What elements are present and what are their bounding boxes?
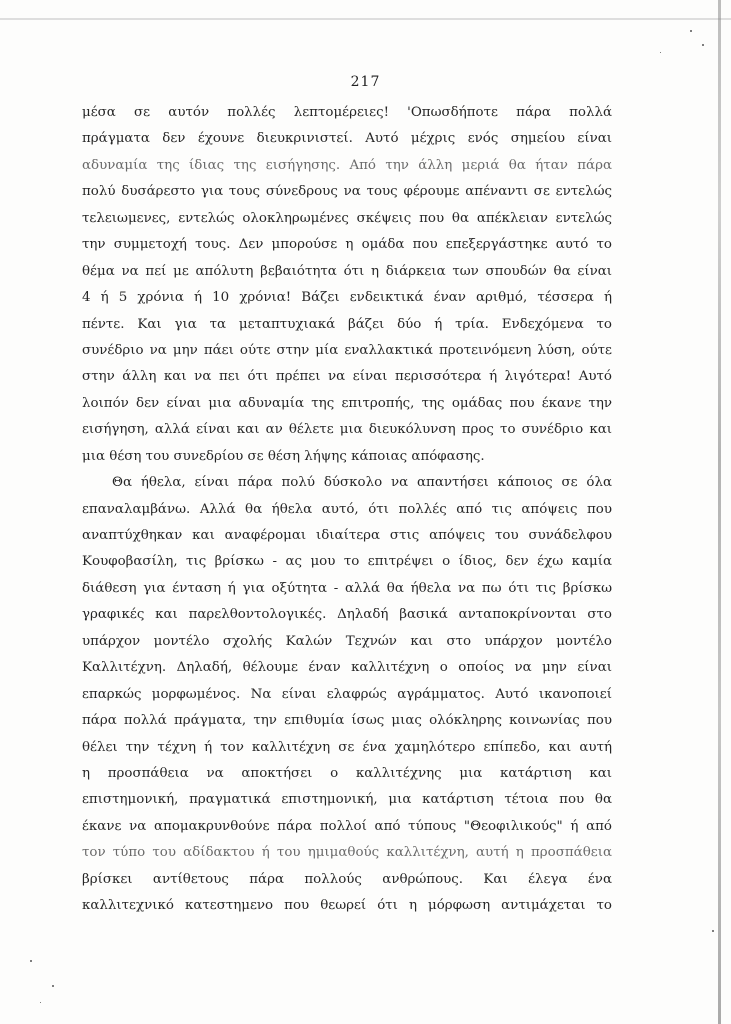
- text-line: Καλλιτέχνη. Δηλαδή, θέλουμε έναν καλλιτέχνη ο οποίος να μην είναι: [82, 660, 612, 676]
- scan-speck: [52, 985, 54, 987]
- text-line: συνέδριο να μην πάει ούτε στην μία εναλλακτικά προτεινόμενη λύση, ούτε: [82, 342, 612, 358]
- text-line: θέλει την τέχνη ή τον καλλιτέχνη σε ένα χαμηλότερο επίπεδο, και αυτή: [82, 739, 612, 755]
- text-line: εισήγηση, αλλά είναι και αν θέλετε μια διευκόλυνση προς το συνέδριο και: [82, 422, 612, 438]
- text-line: επαναλαμβάνω. Αλλά θα ήθελα αυτό, ότι πολλές από τις απόψεις που: [82, 501, 612, 517]
- text-line: μέσα σε αυτόν πολλές λεπτομέρειες! 'Οπωσδήποτε πάρα πολλά: [82, 105, 612, 120]
- text-line: μια θέση του συνεδρίου σε θέση λήψης κάποιας απόφασης.: [82, 448, 485, 464]
- text-line: πάρα πολλά πράγματα, την επιθυμία ίσως μιας ολόκληρης κοινωνίας που: [82, 713, 612, 729]
- scan-edge-top: [0, 18, 731, 20]
- text-line: πράγματα δεν έχουνε διευκρινιστεί. Αυτό μέχρις ενός σημείου είναι: [82, 131, 612, 147]
- scan-speck: [690, 30, 692, 32]
- text-line: επιστημονική, πραγματικά επιστημονική, μια κατάρτιση τέτοια που θα: [82, 792, 612, 808]
- text-line: την συμμετοχή τους. Δεν μπορούσε η ομάδα που επεξεργάστηκε αυτό το: [82, 237, 612, 253]
- text-line: βρίσκει αντίθετους πάρα πολλούς ανθρώπους. Και έλεγα ένα: [82, 871, 612, 887]
- text-line: επαρκώς μορφωμένος. Να είναι ελαφρώς αγράμματος. Αυτό ικανοποιεί: [82, 686, 612, 702]
- text-line: τελειωμενες, εντελώς ολοκληρωμένες σκέψεις που θα απέκλειαν εντελώς: [82, 210, 612, 226]
- text-line: Κουφοβασίλη, τις βρίσκω - ας μου το επιτρέψει ο ίδιος, δεν έχω καμία: [82, 554, 612, 570]
- text-line: πολύ δυσάρεστο για τους σύνεδρους να τους φέρουμε απέναντι σε εντελώς: [82, 184, 612, 200]
- scan-speck: [660, 52, 661, 53]
- text-line: καλλιτεχνικό κατεστημενο που θεωρεί ότι η μόρφωση αντιμάχεται το: [82, 898, 612, 914]
- text-line: διάθεση για ένταση ή για οξύτητα - αλλά θα ήθελα να πω ότι τις βρίσκω: [82, 580, 612, 596]
- text-line: έκανε να απομακρυνθούνε πάρα πολλοί από τύπους "Θεοφιλικούς" ή από: [82, 818, 612, 834]
- text-line: λοιπόν δεν είναι μια αδυναμία της επιτροπής, της ομάδας που έκανε την: [82, 395, 612, 411]
- scan-speck: [702, 44, 704, 46]
- body-text: [82, 100, 612, 920]
- text-line: υπάρχον μοντέλο σχολής Καλών Τεχνών και στο υπάρχον μοντέλο: [82, 633, 612, 649]
- text-line: τον τύπο του αδίδακτου ή του ημιμαθούς καλλιτέχνη, αυτή η προσπάθεια: [82, 845, 612, 861]
- text-line: 4 ή 5 χρόνια ή 10 χρόνια! Βάζει ενδεικτικά έναν αριθμό, τέσσερα ή: [82, 290, 612, 306]
- text-line: αδυναμία της ίδιας της εισήγησης. Από την άλλη μεριά θα ήταν πάρα: [82, 157, 612, 173]
- scan-speck: [712, 930, 714, 932]
- scan-speck: [30, 960, 32, 962]
- text-line: πέντε. Και για τα μεταπτυχιακά βάζει δύο ή τρία. Ενδεχόμενα το: [82, 316, 612, 332]
- text-line: αναπτύχθηκαν και αναφέρομαι ιδιαίτερα στις απόψεις του συνάδελφου: [82, 528, 612, 543]
- text-line: Θα ήθελα, είναι πάρα πολύ δύσκολο να απαντήσει κάποιος σε όλα: [112, 475, 612, 491]
- text-line: η προσπάθεια να αποκτήσει ο καλλιτέχνης μια κατάρτιση και: [82, 765, 612, 781]
- text-line: γραφικές και παρελθοντολογικές. Δηλαδή βασικά ανταποκρίνονται στο: [82, 607, 612, 623]
- scan-speck: [40, 1002, 41, 1003]
- scan-edge-right: [718, 0, 721, 1024]
- text-line: θέμα να πεί με απόλυτη βεβαιότητα ότι η διάρκεια των σπουδών θα είναι: [82, 263, 612, 279]
- page-number: 217: [350, 74, 381, 90]
- text-line: στην άλλη και να πει ότι πρέπει να είναι περισσότερα ή λιγότερα! Αυτό: [82, 369, 612, 385]
